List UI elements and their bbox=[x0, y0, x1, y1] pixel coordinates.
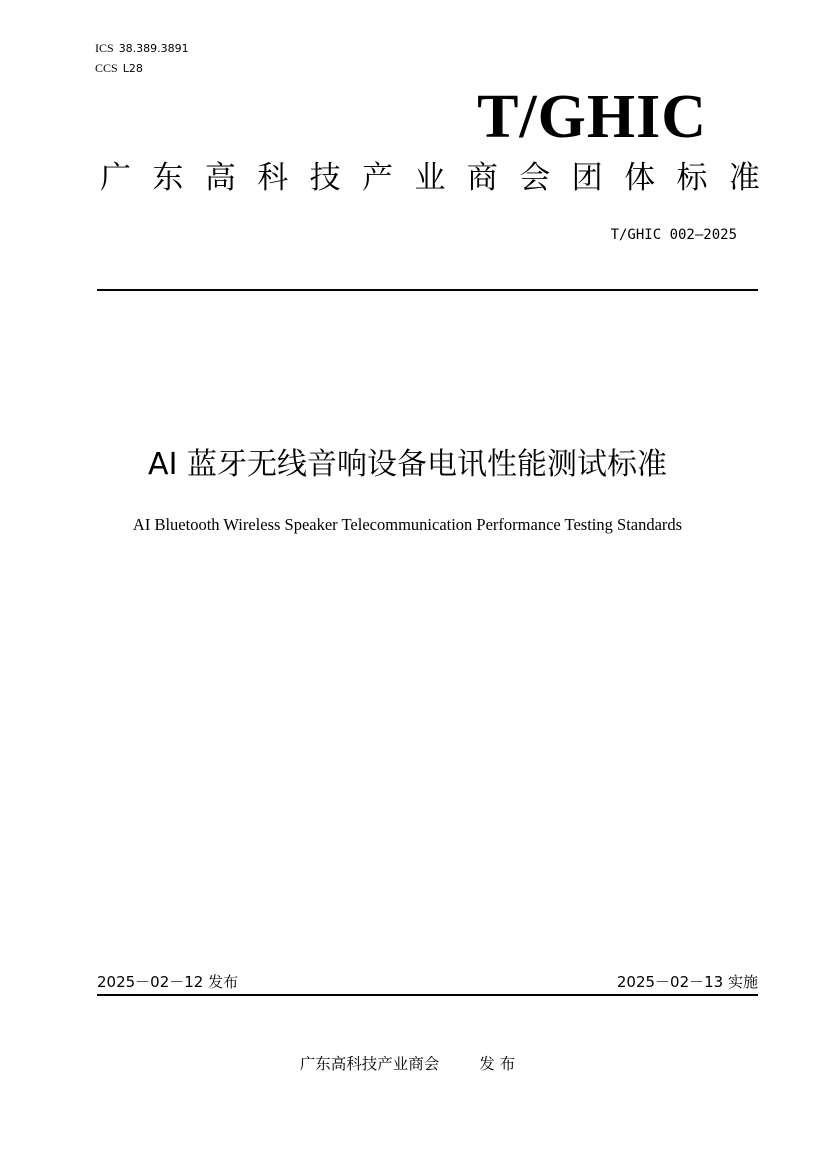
bottom-divider bbox=[97, 994, 758, 996]
org-title-char: 会 bbox=[519, 160, 551, 196]
org-title-char: 科 bbox=[257, 160, 289, 196]
org-title-char: 商 bbox=[466, 160, 498, 196]
publisher-action: 发 布 bbox=[479, 1055, 516, 1073]
org-standard-title bbox=[100, 158, 760, 198]
org-title-char: 东 bbox=[152, 160, 184, 196]
ccs-value: L28 bbox=[122, 62, 143, 75]
standard-logo: T/GHIC bbox=[477, 83, 707, 151]
top-divider bbox=[97, 289, 758, 291]
org-title-char: 产 bbox=[362, 160, 394, 196]
publisher-name: 广东高科技产业商会 bbox=[299, 1055, 440, 1073]
org-title-char: 团 bbox=[571, 160, 603, 196]
org-title-char: 业 bbox=[414, 160, 446, 196]
ics-label: ICS bbox=[95, 41, 114, 55]
standard-code: T/GHIC 002—2025 bbox=[610, 227, 737, 243]
ics-value: 38.389.3891 bbox=[118, 42, 189, 55]
ics-line bbox=[95, 41, 189, 56]
org-title-char: 技 bbox=[309, 160, 341, 196]
ccs-line bbox=[95, 61, 143, 76]
implement-date: 2025－02－13 实施 bbox=[616, 973, 758, 991]
org-title-char: 体 bbox=[624, 160, 656, 196]
org-title-char: 高 bbox=[204, 160, 236, 196]
org-title-char: 准 bbox=[728, 160, 760, 196]
publisher-line bbox=[0, 1053, 815, 1075]
document-title-cn: AI 蓝牙无线音响设备电讯性能测试标准 bbox=[148, 447, 667, 482]
org-title-char: 标 bbox=[676, 160, 708, 196]
org-title-char: 广 bbox=[100, 160, 131, 196]
ccs-label: CCS bbox=[95, 61, 118, 75]
document-title-en: AI Bluetooth Wireless Speaker Telecommunication Performance Testing Standards bbox=[132, 515, 683, 534]
publish-date: 2025－02－12 发布 bbox=[97, 973, 239, 991]
